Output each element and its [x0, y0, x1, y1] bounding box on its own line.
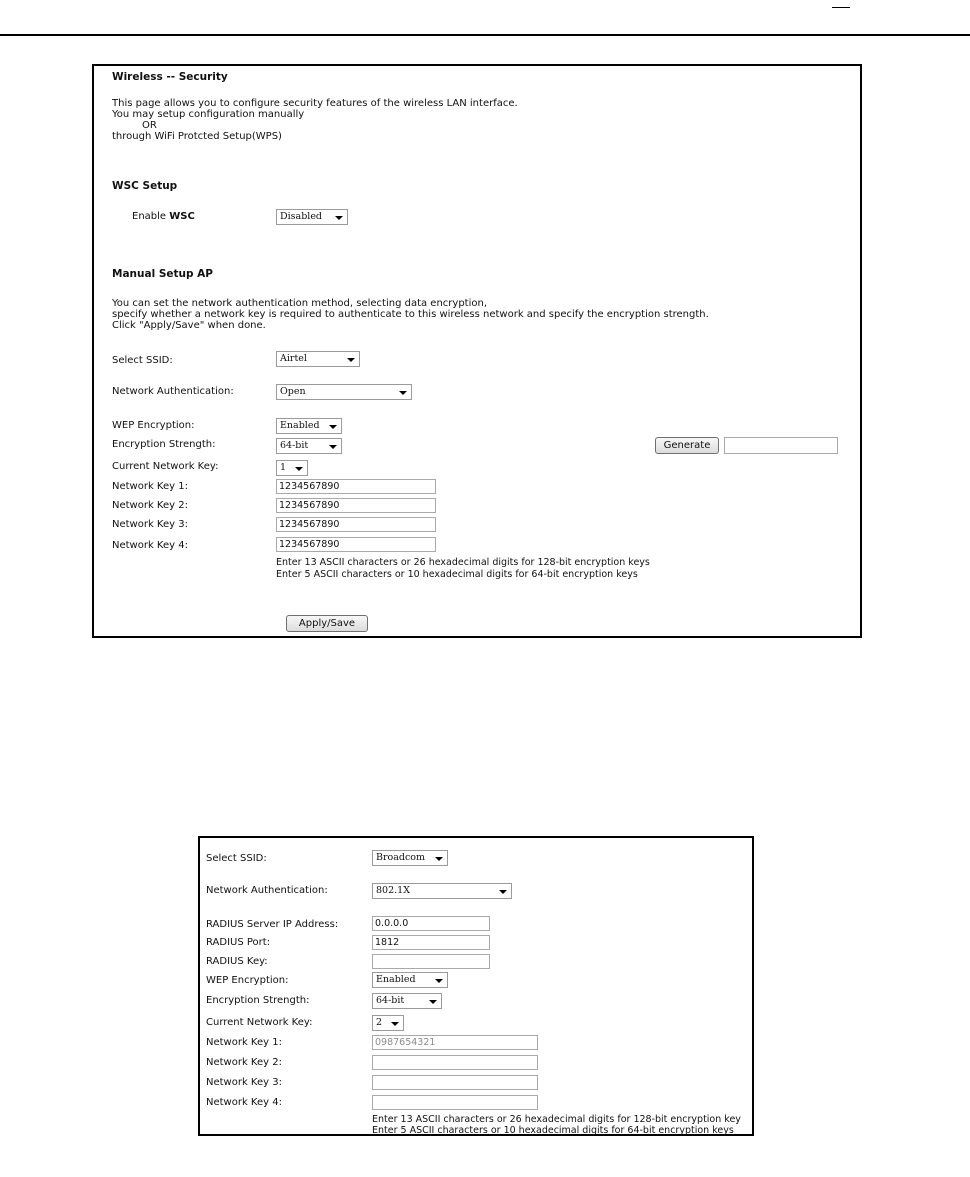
page-title: Wireless -- Security: [112, 71, 228, 83]
network-key-1-label: Network Key 1:: [206, 1037, 282, 1048]
wep-encryption-select[interactable]: Enabled: [372, 972, 448, 988]
radius-port-label: RADIUS Port:: [206, 937, 271, 948]
network-key-4-input[interactable]: 1234567890: [276, 537, 436, 552]
network-auth-select[interactable]: 802.1X: [372, 883, 512, 899]
encryption-strength-select[interactable]: 64-bit: [372, 993, 442, 1009]
current-key-select[interactable]: 1: [276, 460, 308, 476]
network-key-1-label: Network Key 1:: [112, 481, 188, 492]
chevron-down-icon: [335, 216, 343, 220]
select-ssid-label: Select SSID:: [206, 853, 267, 864]
radius-security-panel: [198, 836, 754, 1136]
manual-desc-3: Click "Apply/Save" when done.: [112, 320, 266, 331]
select-ssid-label: Select SSID:: [112, 355, 173, 366]
current-key-select[interactable]: 2: [372, 1015, 404, 1031]
chevron-down-icon: [429, 1000, 437, 1004]
hint-128-bit: Enter 13 ASCII characters or 26 hexadecimal digits for 128-bit encryption key: [372, 1114, 741, 1125]
generate-button[interactable]: Generate: [655, 437, 719, 454]
network-key-3-input[interactable]: [372, 1075, 538, 1090]
hint-128-bit: Enter 13 ASCII characters or 26 hexadecimal digits for 128-bit encryption keys: [276, 557, 650, 568]
radius-ip-input[interactable]: 0.0.0.0: [372, 916, 490, 931]
network-key-3-input[interactable]: 1234567890: [276, 517, 436, 532]
chevron-down-icon: [295, 467, 303, 471]
enable-wsc-label: Enable WSC: [132, 211, 195, 222]
network-key-3-label: Network Key 3:: [206, 1077, 282, 1088]
network-key-3-label: Network Key 3:: [112, 519, 188, 530]
radius-port-input[interactable]: 1812: [372, 935, 490, 950]
radius-key-label: RADIUS Key:: [206, 956, 268, 967]
intro-line-1: This page allows you to configure security features of the wireless LAN interface.: [112, 98, 518, 109]
minus-icon: [832, 7, 850, 8]
network-key-1-input[interactable]: 1234567890: [276, 479, 436, 494]
current-key-label: Current Network Key:: [112, 461, 219, 472]
intro-line-3: OR: [142, 120, 157, 131]
chevron-down-icon: [347, 358, 355, 362]
manual-desc-1: You can set the network authentication method, selecting data encryption,: [112, 298, 488, 309]
header-rule: [0, 34, 970, 36]
intro-line-4: through WiFi Protcted Setup(WPS): [112, 131, 282, 142]
network-key-4-input[interactable]: [372, 1095, 538, 1110]
network-key-4-label: Network Key 4:: [112, 540, 188, 551]
network-key-4-label: Network Key 4:: [206, 1097, 282, 1108]
wep-encryption-label: WEP Encryption:: [206, 975, 289, 986]
hint-64-bit: Enter 5 ASCII characters or 10 hexadecimal digits for 64-bit encryption keys: [276, 569, 638, 580]
intro-line-2: You may setup configuration manually: [112, 109, 305, 120]
select-ssid-select[interactable]: Airtel: [276, 351, 360, 367]
encryption-strength-select[interactable]: 64-bit: [276, 438, 342, 454]
wireless-security-panel: [92, 64, 862, 638]
network-auth-select[interactable]: Open: [276, 384, 412, 400]
wsc-setup-heading: WSC Setup: [112, 180, 178, 192]
network-key-2-label: Network Key 2:: [112, 500, 188, 511]
chevron-down-icon: [435, 857, 443, 861]
current-key-label: Current Network Key:: [206, 1017, 313, 1028]
encryption-strength-label: Encryption Strength:: [112, 439, 216, 450]
hint-64-bit: Enter 5 ASCII characters or 10 hexadecimal digits for 64-bit encryption keys: [372, 1125, 734, 1136]
chevron-down-icon: [499, 890, 507, 894]
wep-encryption-select[interactable]: Enabled: [276, 418, 342, 434]
manual-desc-2: specify whether a network key is required to authenticate to this wireless network and specify the encryption strength.: [112, 309, 709, 320]
chevron-down-icon: [329, 445, 337, 449]
radius-ip-label: RADIUS Server IP Address:: [206, 919, 339, 930]
network-key-2-input[interactable]: [372, 1055, 538, 1070]
network-key-2-input[interactable]: 1234567890: [276, 498, 436, 513]
chevron-down-icon: [329, 425, 337, 429]
network-key-1-input[interactable]: 0987654321: [372, 1035, 538, 1050]
wep-encryption-label: WEP Encryption:: [112, 420, 195, 431]
enable-wsc-select[interactable]: Disabled: [276, 209, 348, 225]
encryption-strength-label: Encryption Strength:: [206, 995, 310, 1006]
radius-key-input[interactable]: [372, 954, 490, 969]
manual-setup-heading: Manual Setup AP: [112, 268, 213, 280]
chevron-down-icon: [391, 1022, 399, 1026]
chevron-down-icon: [435, 979, 443, 983]
network-auth-label: Network Authentication:: [112, 386, 234, 397]
apply-save-button[interactable]: Apply/Save: [286, 615, 368, 632]
select-ssid-select[interactable]: Broadcom: [372, 850, 448, 866]
network-key-2-label: Network Key 2:: [206, 1057, 282, 1068]
generate-key-input[interactable]: [724, 437, 838, 454]
network-auth-label: Network Authentication:: [206, 885, 328, 896]
chevron-down-icon: [399, 391, 407, 395]
